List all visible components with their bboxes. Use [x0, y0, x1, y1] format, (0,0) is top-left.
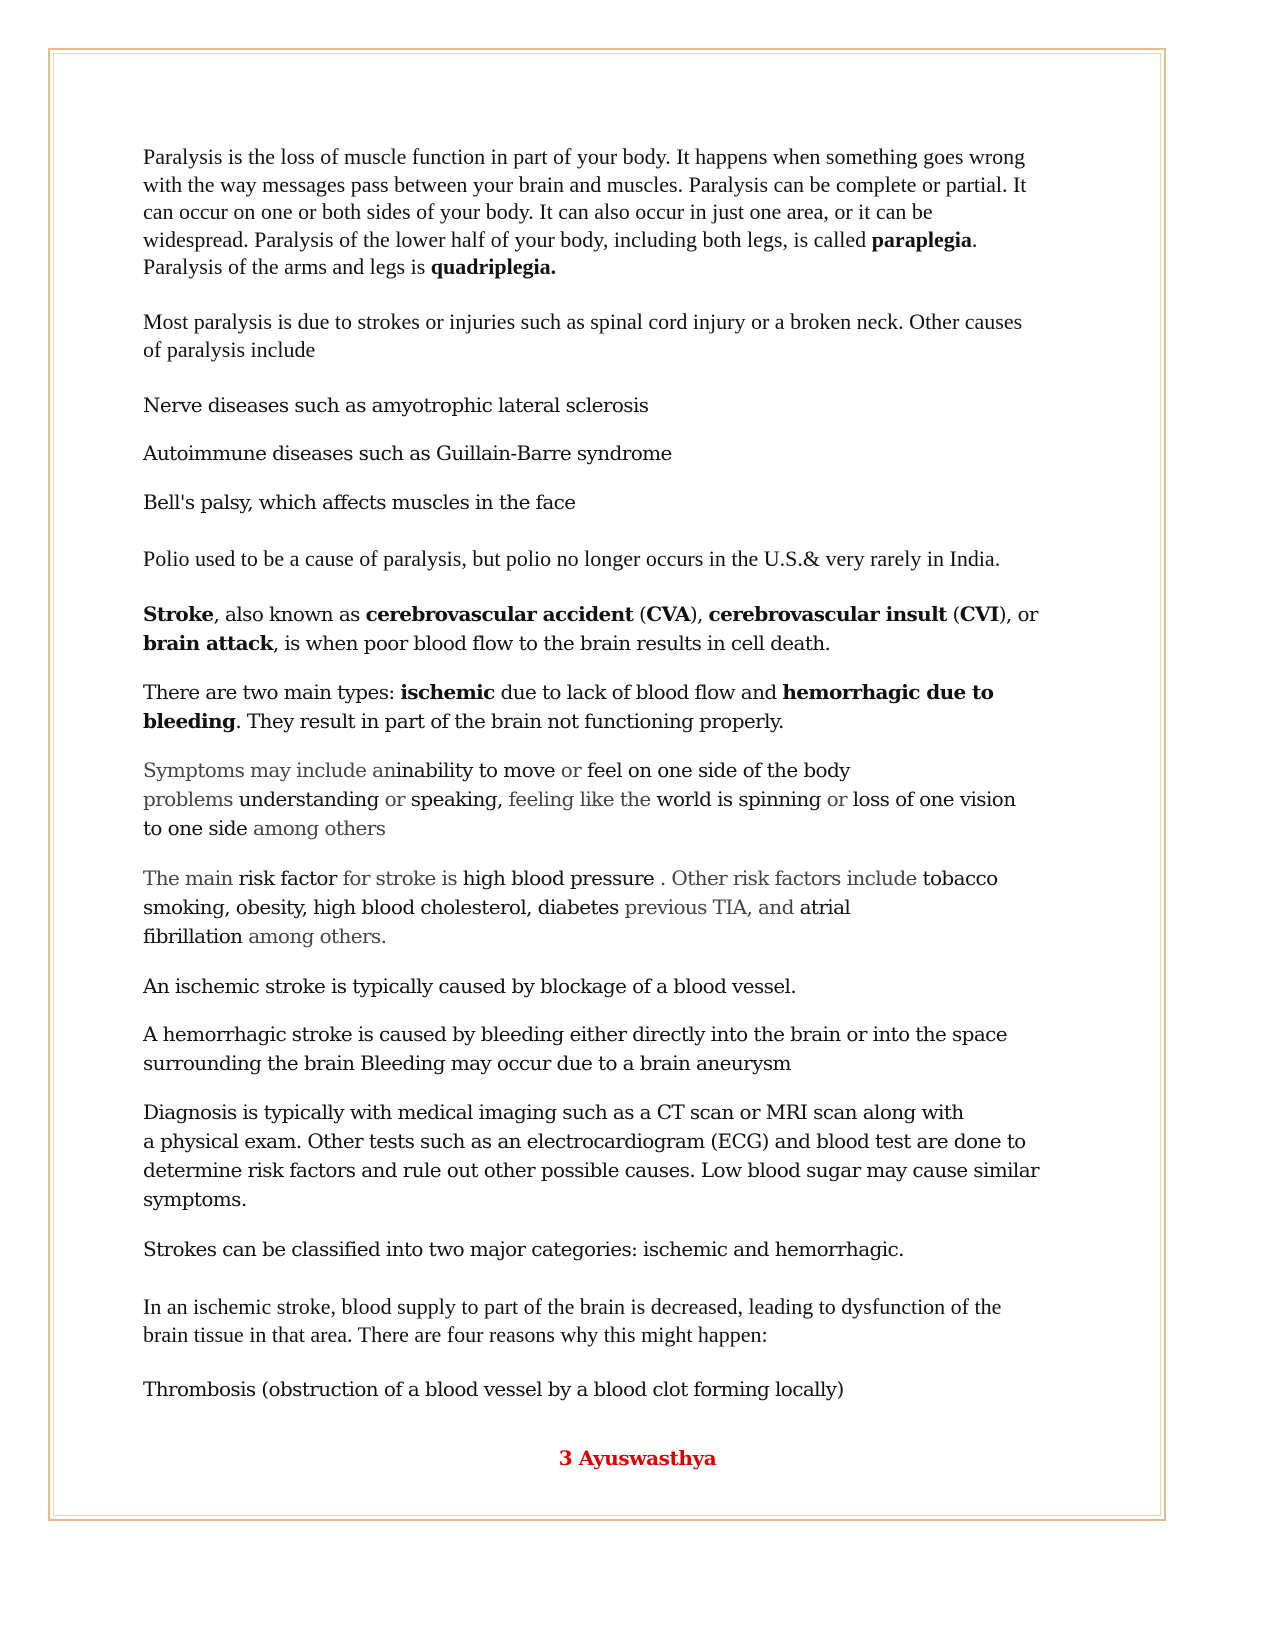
term-paraplegia: paraplegia [871, 226, 972, 252]
cause-item-1: Nerve diseases such as amyotrophic lateral sclerosis [143, 393, 649, 417]
stroke-types: There are two main types: ischemic due to lack of blood flow and hemorrhagic due to bleeding. They result in part of the brain not functioning properly. [143, 680, 994, 733]
ischemic-cause: An ischemic stroke is typically caused by blockage of a blood vessel. [143, 974, 797, 998]
cause-item-3: Bell's palsy, which affects muscles in the face [143, 490, 576, 514]
cause-item-2: Autoimmune diseases such as Guillain-Barre syndrome [143, 441, 672, 465]
term-quadriplegia: quadriplegia. [430, 254, 557, 279]
thrombosis-item: Thrombosis (obstruction of a blood vessel by a blood clot forming locally) [143, 1377, 844, 1401]
stroke-diagnosis: Diagnosis is typically with medical imaging such as a CT scan or MRI scan along with a physical exam. Other tests such as an electrocardiogram (ECG) and blood test are done to determine risk factors and rule out other possible causes. Low blood sugar may cause similar symptoms. [143, 1100, 1040, 1211]
stroke-symptoms: Symptoms may include aninability to move or feel on one side of the body problems understanding or speaking, feeling like the world is spinning or loss of one vision to one side among others [143, 758, 1016, 840]
hemorrhagic-cause: A hemorrhagic stroke is caused by bleeding either directly into the brain or into the space surrounding the brain Bleeding may occur due to a brain aneurysm [143, 1022, 1008, 1075]
stroke-classification: Strokes can be classified into two major categories: ischemic and hemorrhagic. [143, 1237, 904, 1261]
stroke-definition: Stroke, also known as cerebrovascular accident (CVA), cerebrovascular insult (CVI), or brain attack, is when poor blood flow to the brain results in cell death. [143, 602, 1038, 655]
paralysis-causes-intro: Most paralysis is due to strokes or injuries such as spinal cord injury or a broken neck. Other causes of paralysis include [143, 309, 1023, 362]
paralysis-definition: Paralysis is the loss of muscle function in part of your body. It happens when something goes wrong with the way messages pass between your brain and muscles. Paralysis can be complete or partial. It can occur on one or both sides of your body. It can also occur in just one area, or it can be widespread. Paralysis of the lower half of your body, including both legs, is called paraplegia. Paralysis of the arms and legs is quadriplegia. [143, 144, 1027, 279]
page-footer: 3 Ayuswasthya [558, 1446, 717, 1470]
polio-note: Polio used to be a cause of paralysis, but polio no longer occurs in the U.S.& very rarely in India. [143, 546, 1001, 571]
ischemic-detail: In an ischemic stroke, blood supply to part of the brain is decreased, leading to dysfunction of the brain tissue in that area. There are four reasons why this might happen: [143, 1294, 1002, 1347]
stroke-risk-factors: The main risk factor for stroke is high blood pressure . Other risk factors include tobacco smoking, obesity, high blood cholesterol, diabetes previous TIA, and atrial fibrillation among others. [143, 866, 998, 948]
